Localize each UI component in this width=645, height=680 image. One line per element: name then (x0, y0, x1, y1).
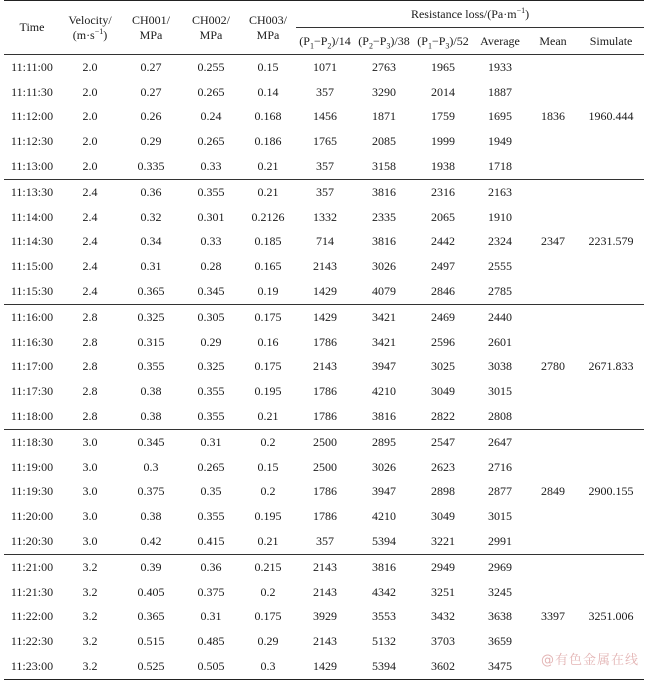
table-cell: 3.0 (82, 434, 98, 449)
table-cell: 357 (316, 184, 334, 199)
table-cell: 0.345 (137, 434, 165, 449)
table-cell: 2.4 (82, 234, 98, 249)
table-cell: 3816 (372, 234, 396, 249)
table-cell: 3816 (372, 184, 396, 199)
table-cell: 3015 (488, 509, 512, 524)
table-cell: 0.305 (197, 309, 225, 324)
table-cell: 0.31 (200, 434, 222, 449)
table-cell: 0.2 (260, 434, 276, 449)
table-row (4, 429, 644, 454)
table-cell: 3290 (372, 84, 396, 99)
table-cell: 0.35 (200, 484, 222, 499)
table-cell: 11:14:00 (10, 209, 54, 224)
table-cell: 0.325 (197, 359, 225, 374)
table-cell: 2991 (488, 534, 512, 549)
table-cell: 11:21:00 (10, 559, 54, 574)
table-cell: 3816 (372, 559, 396, 574)
table-cell: 2969 (488, 559, 512, 574)
table-cell: 11:18:30 (10, 434, 54, 449)
table-cell: 1429 (313, 309, 337, 324)
table-header (4, 1, 644, 55)
table-cell: 1933 (488, 59, 512, 74)
table-cell: 2.4 (82, 209, 98, 224)
table-cell: 3.2 (82, 559, 98, 574)
table-cell: 0.31 (140, 259, 162, 274)
table-cell: 1759 (431, 109, 455, 124)
mean-cell: 2849 (541, 484, 565, 499)
table-cell: 2014 (431, 84, 455, 99)
table-cell: 1887 (488, 84, 512, 99)
table-cell: 0.42 (140, 534, 162, 549)
table-cell: 2.8 (82, 334, 98, 349)
table-cell: 0.38 (140, 409, 162, 424)
table-cell: 2143 (313, 634, 337, 649)
table-cell: 0.21 (257, 159, 279, 174)
resistance-loss-header: Resistance loss/$(Pa\cdot m^{-1})$ (296, 1, 644, 28)
simulate-cell: 2900.155 (588, 484, 634, 499)
table-cell: 0.24 (200, 109, 222, 124)
table-cell: 2143 (313, 584, 337, 599)
table-cell: 0.2 (260, 484, 276, 499)
table-cell: 0.375 (137, 484, 165, 499)
table-cell: 1695 (488, 109, 512, 124)
table-cell: 4342 (372, 584, 396, 599)
table-cell: 0.195 (254, 509, 282, 524)
table-cell: 0.27 (140, 59, 162, 74)
table-cell: 1718 (488, 159, 512, 174)
table-cell: 2440 (488, 309, 512, 324)
table-cell: 0.165 (254, 259, 282, 274)
col-p2-p3-header: $(P_2-P_3)/38$ (358, 33, 410, 50)
col-time-header: Time (19, 20, 45, 34)
table-cell: 11:15:30 (10, 284, 54, 299)
table-cell: 0.355 (137, 359, 165, 374)
table-cell: 2.8 (82, 409, 98, 424)
table-cell: 11:22:30 (10, 634, 54, 649)
col-p1-p3-header: $(P_1-P_3)/52$ (417, 33, 469, 50)
table-cell: 11:18:00 (10, 409, 54, 424)
col-p1-p2-header: $(P_1-P_2)/14$ (299, 33, 351, 50)
table-cell: 0.19 (257, 284, 279, 299)
velocity-group (4, 55, 644, 180)
table-cell: 2547 (431, 434, 455, 449)
table-cell: 0.405 (137, 584, 165, 599)
table-cell: 0.29 (140, 134, 162, 149)
table-cell: 3475 (488, 659, 512, 674)
table-cell: 11:20:30 (10, 534, 54, 549)
table-cell: 11:12:00 (10, 109, 54, 124)
table-cell: 1786 (313, 509, 337, 524)
table-cell: 1965 (431, 59, 455, 74)
table-cell: 3015 (488, 384, 512, 399)
table-cell: 2.0 (82, 109, 98, 124)
table-cell: 2623 (431, 459, 455, 474)
simulate-cell: 2231.579 (588, 234, 634, 249)
col-simulate-header: Simulate (589, 33, 633, 48)
table-cell: 0.415 (197, 534, 225, 549)
table-cell: 2822 (431, 409, 455, 424)
table-cell: 0.215 (254, 559, 282, 574)
table-cell: 3.2 (82, 659, 98, 674)
table-cell: 1786 (313, 384, 337, 399)
table-cell: 3421 (372, 309, 396, 324)
table-cell: 0.301 (197, 209, 225, 224)
table-cell: 1071 (313, 59, 337, 74)
table-cell: 2324 (488, 234, 512, 249)
table-cell: 3947 (372, 359, 396, 374)
table-cell: 0.355 (197, 409, 225, 424)
table-cell: 1949 (488, 134, 512, 149)
table-cell: 11:15:00 (10, 259, 54, 274)
table-cell: 0.15 (257, 59, 279, 74)
table-cell: 3026 (372, 259, 396, 274)
table-cell: 0.36 (140, 184, 162, 199)
table-cell: 3.0 (82, 509, 98, 524)
table-cell: 0.168 (254, 109, 282, 124)
table-cell: 4210 (372, 509, 396, 524)
resistance-loss-table (4, 0, 644, 680)
table-cell: 2.4 (82, 184, 98, 199)
table-cell: 3947 (372, 484, 396, 499)
table-cell: 2143 (313, 559, 337, 574)
table-row (4, 554, 644, 579)
table-cell: 11:23:00 (10, 659, 54, 674)
table-cell: 3553 (372, 609, 396, 624)
table-cell: 0.355 (197, 384, 225, 399)
table-cell: 3158 (372, 159, 396, 174)
col-velocity-header: Velocity/ $(m\cdot s^{-1})$ (68, 12, 112, 42)
table-cell: 1456 (313, 109, 337, 124)
col-ch003-header: CH003/ MPa (248, 12, 287, 42)
table-cell: 2469 (431, 309, 455, 324)
table-cell: 0.29 (257, 634, 279, 649)
table-cell: 3432 (431, 609, 455, 624)
table-cell: 11:19:00 (10, 459, 54, 474)
mean-cell: 3397 (541, 609, 565, 624)
table-cell: 2.0 (82, 159, 98, 174)
table-cell: 0.39 (140, 559, 162, 574)
table-cell: 0.14 (257, 84, 279, 99)
table-cell: 0.3 (260, 659, 276, 674)
table-cell: 3026 (372, 459, 396, 474)
table-cell: 0.33 (200, 159, 222, 174)
table-cell: 1938 (431, 159, 455, 174)
table-cell: 0.355 (197, 509, 225, 524)
table-cell: 2442 (431, 234, 455, 249)
table-cell: 1786 (313, 334, 337, 349)
col-mean-header: Mean (539, 33, 567, 48)
watermark: @有色金属在线 (540, 653, 639, 668)
table-cell: 2555 (488, 259, 512, 274)
velocity-group (4, 179, 644, 304)
table-cell: 2949 (431, 559, 455, 574)
table-cell: 3049 (431, 509, 455, 524)
table-cell: 3602 (431, 659, 455, 674)
table-cell: 0.36 (200, 559, 222, 574)
table-cell: 3.2 (82, 634, 98, 649)
table-cell: 2163 (488, 184, 512, 199)
table-cell: 3659 (488, 634, 512, 649)
table-cell: 1786 (313, 484, 337, 499)
table-cell: 357 (316, 84, 334, 99)
table-cell: 0.185 (254, 234, 282, 249)
table-cell: 0.38 (140, 509, 162, 524)
table-cell: 2.0 (82, 84, 98, 99)
table-cell: 2143 (313, 359, 337, 374)
table-cell: 0.525 (137, 659, 165, 674)
table-cell: 1871 (372, 109, 396, 124)
table-cell: 2085 (372, 134, 396, 149)
table-cell: 2.4 (82, 284, 98, 299)
table-cell: 0.365 (137, 609, 165, 624)
table-cell: 3038 (488, 359, 512, 374)
table-cell: 4079 (372, 284, 396, 299)
table-cell: 11:13:00 (10, 159, 54, 174)
table-cell: 0.34 (140, 234, 162, 249)
table-cell: 0.3 (143, 459, 159, 474)
table-cell: 1429 (313, 284, 337, 299)
table-cell: 0.175 (254, 609, 282, 624)
table-cell: 11:14:30 (10, 234, 54, 249)
table-cell: 0.21 (257, 534, 279, 549)
simulate-cell: 1960.444 (588, 109, 634, 124)
table-cell: 3.2 (82, 609, 98, 624)
table-cell: 0.15 (257, 459, 279, 474)
table-cell: 0.515 (137, 634, 165, 649)
table-row (4, 55, 644, 80)
table-cell: 0.325 (137, 309, 165, 324)
table-cell: 0.175 (254, 359, 282, 374)
table-cell: 3251 (431, 584, 455, 599)
table-cell: 11:11:30 (11, 84, 53, 99)
table-cell: 357 (316, 159, 334, 174)
table-cell: 2808 (488, 409, 512, 424)
table-cell: 0.335 (137, 159, 165, 174)
table-cell: 1786 (313, 409, 337, 424)
table-cell: 2316 (431, 184, 455, 199)
table-cell: 2.0 (82, 59, 98, 74)
table-cell: 11:17:00 (10, 359, 54, 374)
table-cell: 11:13:30 (10, 184, 54, 199)
table-cell: 0.485 (197, 634, 225, 649)
table-cell: 1999 (431, 134, 455, 149)
table-cell: 0.345 (197, 284, 225, 299)
table-row (4, 304, 644, 329)
table-cell: 1765 (313, 134, 337, 149)
velocity-group (4, 304, 644, 429)
col-ch002-header: CH002/ MPa (191, 12, 230, 42)
table-cell: 3025 (431, 359, 455, 374)
table-cell: 0.175 (254, 309, 282, 324)
table-cell: 11:22:00 (10, 609, 54, 624)
table-cell: 11:11:00 (11, 59, 53, 74)
table-cell: 2.8 (82, 359, 98, 374)
table-cell: 11:12:30 (10, 134, 54, 149)
mean-cell: 2780 (541, 359, 565, 374)
table-cell: 0.315 (137, 334, 165, 349)
table-cell: 2500 (313, 434, 337, 449)
table-cell: 2647 (488, 434, 512, 449)
table-cell: 3.2 (82, 584, 98, 599)
table-cell: 0.31 (200, 609, 222, 624)
table-cell: 2.4 (82, 259, 98, 274)
table-cell: 3.0 (82, 484, 98, 499)
table-cell: 0.21 (257, 184, 279, 199)
col-average-header: Average (480, 33, 520, 48)
table-cell: 1429 (313, 659, 337, 674)
table-cell: 3221 (431, 534, 455, 549)
table-cell: 2846 (431, 284, 455, 299)
table-cell: 1332 (313, 209, 337, 224)
mean-cell: 2347 (541, 234, 565, 249)
table-cell: 11:21:30 (10, 584, 54, 599)
table-cell: 0.265 (197, 459, 225, 474)
table-cell: 2335 (372, 209, 396, 224)
table-cell: 4210 (372, 384, 396, 399)
table-cell: 3.0 (82, 459, 98, 474)
table-cell: 3816 (372, 409, 396, 424)
table-cell: 11:20:00 (10, 509, 54, 524)
table-cell: 0.355 (197, 184, 225, 199)
table-cell: 2596 (431, 334, 455, 349)
table-cell: 2.0 (82, 134, 98, 149)
table-cell: 0.38 (140, 384, 162, 399)
table-cell: 0.375 (197, 584, 225, 599)
table-cell: 0.26 (140, 109, 162, 124)
col-ch001-header: CH001/ MPa (131, 12, 170, 42)
table-cell: 0.27 (140, 84, 162, 99)
table-cell: 2.8 (82, 384, 98, 399)
table-cell: 5394 (372, 659, 396, 674)
table-cell: 3929 (313, 609, 337, 624)
table-cell: 2065 (431, 209, 455, 224)
table-cell: 2500 (313, 459, 337, 474)
table-row (4, 179, 644, 204)
table-cell: 0.28 (200, 259, 222, 274)
table-cell: 0.29 (200, 334, 222, 349)
table-cell: 0.195 (254, 384, 282, 399)
table-cell: 1910 (488, 209, 512, 224)
table-cell: 0.32 (140, 209, 162, 224)
table-cell: 11:16:30 (10, 334, 54, 349)
table-cell: 2.8 (82, 309, 98, 324)
table-cell: 2785 (488, 284, 512, 299)
table-cell: 0.265 (197, 84, 225, 99)
table-cell: 2143 (313, 259, 337, 274)
table-cell: 0.265 (197, 134, 225, 149)
table-cell: 11:19:30 (10, 484, 54, 499)
table-cell: 5132 (372, 634, 396, 649)
table-cell: 0.21 (257, 409, 279, 424)
table-cell: 0.33 (200, 234, 222, 249)
table-cell: 2763 (372, 59, 396, 74)
table-cell: 11:17:30 (10, 384, 54, 399)
table-cell: 3.0 (82, 534, 98, 549)
table-cell: 11:16:00 (10, 309, 54, 324)
table-cell: 357 (316, 534, 334, 549)
table-cell: 0.2126 (251, 209, 285, 224)
velocity-group (4, 429, 644, 554)
table-cell: 3421 (372, 334, 396, 349)
table-cell: 2716 (488, 459, 512, 474)
table-cell: 0.365 (137, 284, 165, 299)
table-cell: 3245 (488, 584, 512, 599)
table-cell: 2898 (431, 484, 455, 499)
simulate-cell: 2671.833 (588, 359, 634, 374)
table-cell: 2601 (488, 334, 512, 349)
table-cell: 0.186 (254, 134, 282, 149)
table-cell: 0.255 (197, 59, 225, 74)
table-cell: 0.16 (257, 334, 279, 349)
table-cell: 3049 (431, 384, 455, 399)
table-cell: 0.505 (197, 659, 225, 674)
simulate-cell: 3251.006 (588, 609, 634, 624)
table-cell: 3703 (431, 634, 455, 649)
mean-cell: 1836 (541, 109, 565, 124)
table-cell: 2895 (372, 434, 396, 449)
table-cell: 3638 (488, 609, 512, 624)
table-cell: 2877 (488, 484, 512, 499)
table-cell: 714 (316, 234, 334, 249)
table-cell: 0.2 (260, 584, 276, 599)
table-cell: 5394 (372, 534, 396, 549)
table-cell: 2497 (431, 259, 455, 274)
